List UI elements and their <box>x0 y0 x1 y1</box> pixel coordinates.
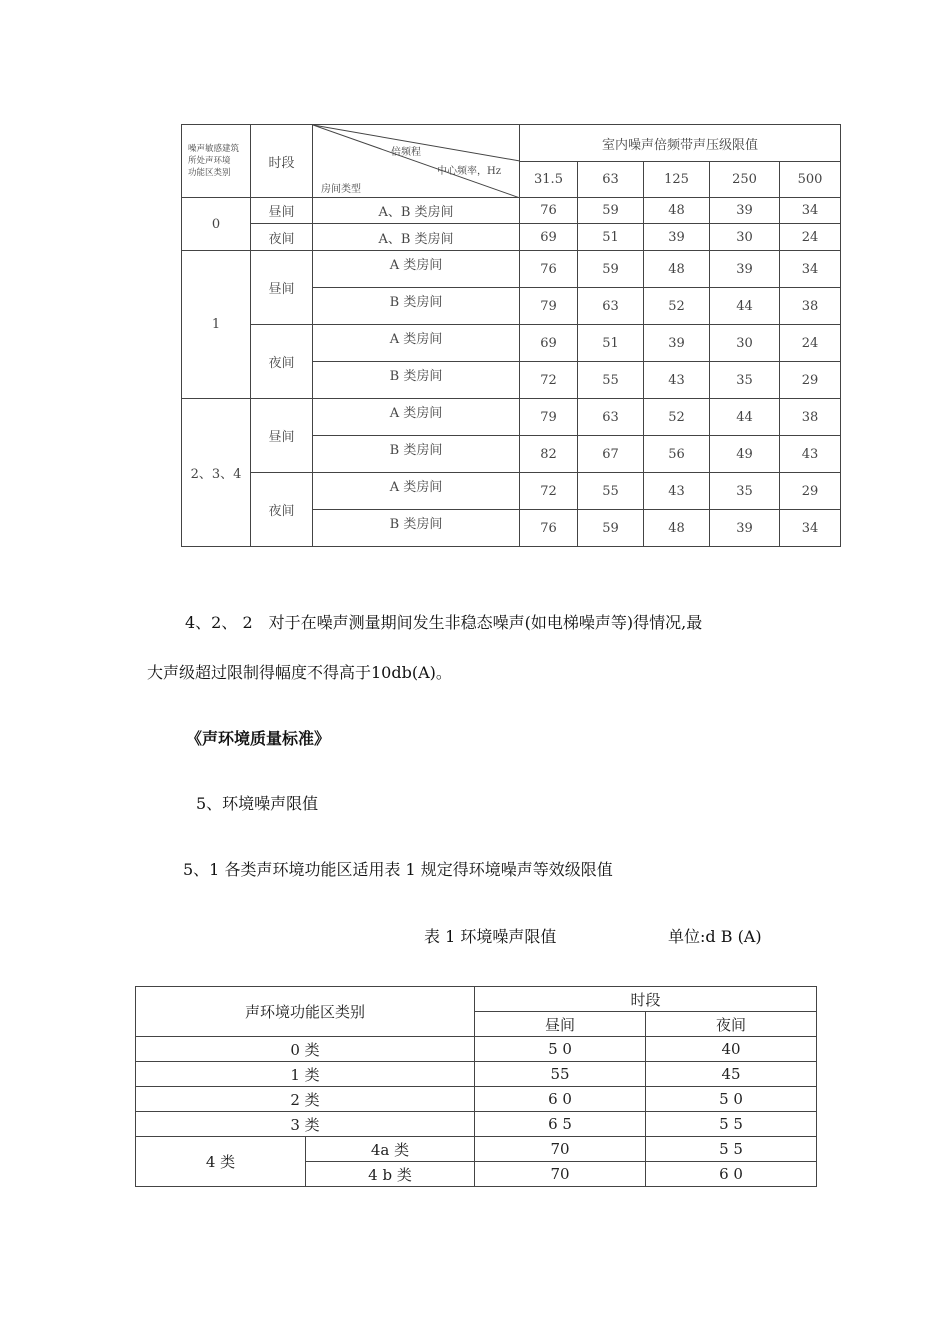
day-value: 6 5 <box>475 1112 646 1137</box>
table-row <box>182 251 841 288</box>
room-cell: B 类房间 <box>313 288 520 325</box>
table-row <box>182 198 841 224</box>
table-row <box>136 1087 817 1112</box>
value-cell: 67 <box>578 436 644 473</box>
value-cell: 56 <box>644 436 710 473</box>
period-cell: 昼间 <box>251 198 313 224</box>
diag-band-label: 倍频程 <box>391 147 421 158</box>
value-cell: 82 <box>520 436 578 473</box>
value-cell: 39 <box>644 325 710 362</box>
value-cell: 59 <box>578 510 644 547</box>
value-cell: 29 <box>780 473 841 510</box>
value-cell: 34 <box>780 251 841 288</box>
table-row <box>182 473 841 510</box>
diagonal-header-cell <box>313 125 520 198</box>
period-cell: 夜间 <box>251 325 313 399</box>
value-cell: 39 <box>710 251 780 288</box>
value-cell: 55 <box>578 473 644 510</box>
period-cell: 昼间 <box>251 251 313 325</box>
room-cell: A 类房间 <box>313 473 520 510</box>
diag-freq-label: 中心频率，Hz <box>437 166 501 177</box>
value-cell: 69 <box>520 325 578 362</box>
value-cell: 79 <box>520 399 578 436</box>
night-value: 5 5 <box>646 1112 817 1137</box>
room-cell: B 类房间 <box>313 436 520 473</box>
day-value: 5 0 <box>475 1037 646 1062</box>
value-cell: 38 <box>780 288 841 325</box>
room-cell: A 类房间 <box>313 251 520 288</box>
table-row <box>136 1062 817 1087</box>
value-cell: 43 <box>780 436 841 473</box>
day-value: 70 <box>475 1162 646 1187</box>
standard-title: 《声环境质量标准》 <box>186 729 331 748</box>
day-value: 70 <box>475 1137 646 1162</box>
value-cell: 52 <box>644 288 710 325</box>
freq-header: 31.5 <box>520 162 578 198</box>
period-header: 时段 <box>251 125 313 198</box>
freq-header: 63 <box>578 162 644 198</box>
table-row <box>182 325 841 362</box>
value-cell: 63 <box>578 399 644 436</box>
value-cell: 72 <box>520 473 578 510</box>
indoor-noise-limit-table <box>181 124 841 547</box>
table-row <box>136 1112 817 1137</box>
diag-room-label: 房间类型 <box>321 184 361 195</box>
period-cell: 夜间 <box>251 473 313 547</box>
zone-label: 2、3、4 <box>182 399 251 547</box>
value-cell: 43 <box>644 362 710 399</box>
value-cell: 35 <box>710 473 780 510</box>
table1-unit: 单位:d B (A) <box>668 927 762 946</box>
room-cell: A 类房间 <box>313 325 520 362</box>
room-cell: A、B 类房间 <box>313 198 520 224</box>
category-cell: 1 类 <box>136 1062 475 1087</box>
value-cell: 24 <box>780 224 841 251</box>
freq-header: 500 <box>780 162 841 198</box>
night-value: 6 0 <box>646 1162 817 1187</box>
day-value: 6 0 <box>475 1087 646 1112</box>
value-cell: 76 <box>520 251 578 288</box>
environmental-noise-limit-table <box>135 986 817 1187</box>
value-cell: 38 <box>780 399 841 436</box>
value-cell: 79 <box>520 288 578 325</box>
value-cell: 76 <box>520 198 578 224</box>
category-header: 声环境功能区类别 <box>136 987 475 1037</box>
table-row <box>136 1037 817 1062</box>
day-header: 昼间 <box>475 1012 646 1037</box>
value-cell: 52 <box>644 399 710 436</box>
freq-header: 250 <box>710 162 780 198</box>
period-header: 时段 <box>475 987 817 1012</box>
value-cell: 24 <box>780 325 841 362</box>
freq-header: 125 <box>644 162 710 198</box>
value-cell: 51 <box>578 224 644 251</box>
value-cell: 43 <box>644 473 710 510</box>
value-cell: 59 <box>578 198 644 224</box>
night-header: 夜间 <box>646 1012 817 1037</box>
table-row <box>182 399 841 436</box>
table-row <box>136 1137 817 1162</box>
room-cell: A 类房间 <box>313 399 520 436</box>
value-cell: 29 <box>780 362 841 399</box>
table1-caption: 表 1 环境噪声限值 <box>424 927 557 946</box>
value-cell: 76 <box>520 510 578 547</box>
value-cell: 48 <box>644 198 710 224</box>
value-cell: 59 <box>578 251 644 288</box>
section-5-1-text: 5、1 各类声环境功能区适用表 1 规定得环境噪声等效级限值 <box>183 860 613 879</box>
value-cell: 35 <box>710 362 780 399</box>
subcategory-cell: 4a 类 <box>306 1137 475 1162</box>
value-cell: 34 <box>780 510 841 547</box>
value-cell: 69 <box>520 224 578 251</box>
category-cell: 4 类 <box>136 1137 306 1187</box>
value-cell: 72 <box>520 362 578 399</box>
value-cell: 39 <box>710 198 780 224</box>
night-value: 5 5 <box>646 1137 817 1162</box>
value-cell: 48 <box>644 251 710 288</box>
room-cell: B 类房间 <box>313 362 520 399</box>
zone-label: 0 <box>182 198 251 251</box>
table-row <box>182 224 841 251</box>
zone-header: 噪声敏感建筑 所处声环境 功能区类别 <box>182 125 251 198</box>
night-value: 5 0 <box>646 1087 817 1112</box>
subcategory-cell: 4 b 类 <box>306 1162 475 1187</box>
room-cell: B 类房间 <box>313 510 520 547</box>
value-cell: 48 <box>644 510 710 547</box>
value-cell: 39 <box>710 510 780 547</box>
value-cell: 63 <box>578 288 644 325</box>
zone-label: 1 <box>182 251 251 399</box>
limit-title: 室内噪声倍频带声压级限值 <box>520 125 841 162</box>
value-cell: 39 <box>644 224 710 251</box>
clause-4-2-2-line1: 4、2、 2 对于在噪声测量期间发生非稳态噪声(如电梯噪声等)得情况,最 <box>185 613 703 632</box>
value-cell: 55 <box>578 362 644 399</box>
value-cell: 30 <box>710 325 780 362</box>
category-cell: 2 类 <box>136 1087 475 1112</box>
value-cell: 30 <box>710 224 780 251</box>
value-cell: 34 <box>780 198 841 224</box>
period-cell: 昼间 <box>251 399 313 473</box>
period-cell: 夜间 <box>251 224 313 251</box>
category-cell: 3 类 <box>136 1112 475 1137</box>
category-cell: 0 类 <box>136 1037 475 1062</box>
value-cell: 51 <box>578 325 644 362</box>
value-cell: 44 <box>710 399 780 436</box>
day-value: 55 <box>475 1062 646 1087</box>
room-cell: A、B 类房间 <box>313 224 520 251</box>
section-5-heading: 5、环境噪声限值 <box>196 794 319 813</box>
clause-4-2-2-line2: 大声级超过限制得幅度不得高于10db(A)。 <box>147 663 452 682</box>
night-value: 40 <box>646 1037 817 1062</box>
value-cell: 49 <box>710 436 780 473</box>
value-cell: 44 <box>710 288 780 325</box>
night-value: 45 <box>646 1062 817 1087</box>
